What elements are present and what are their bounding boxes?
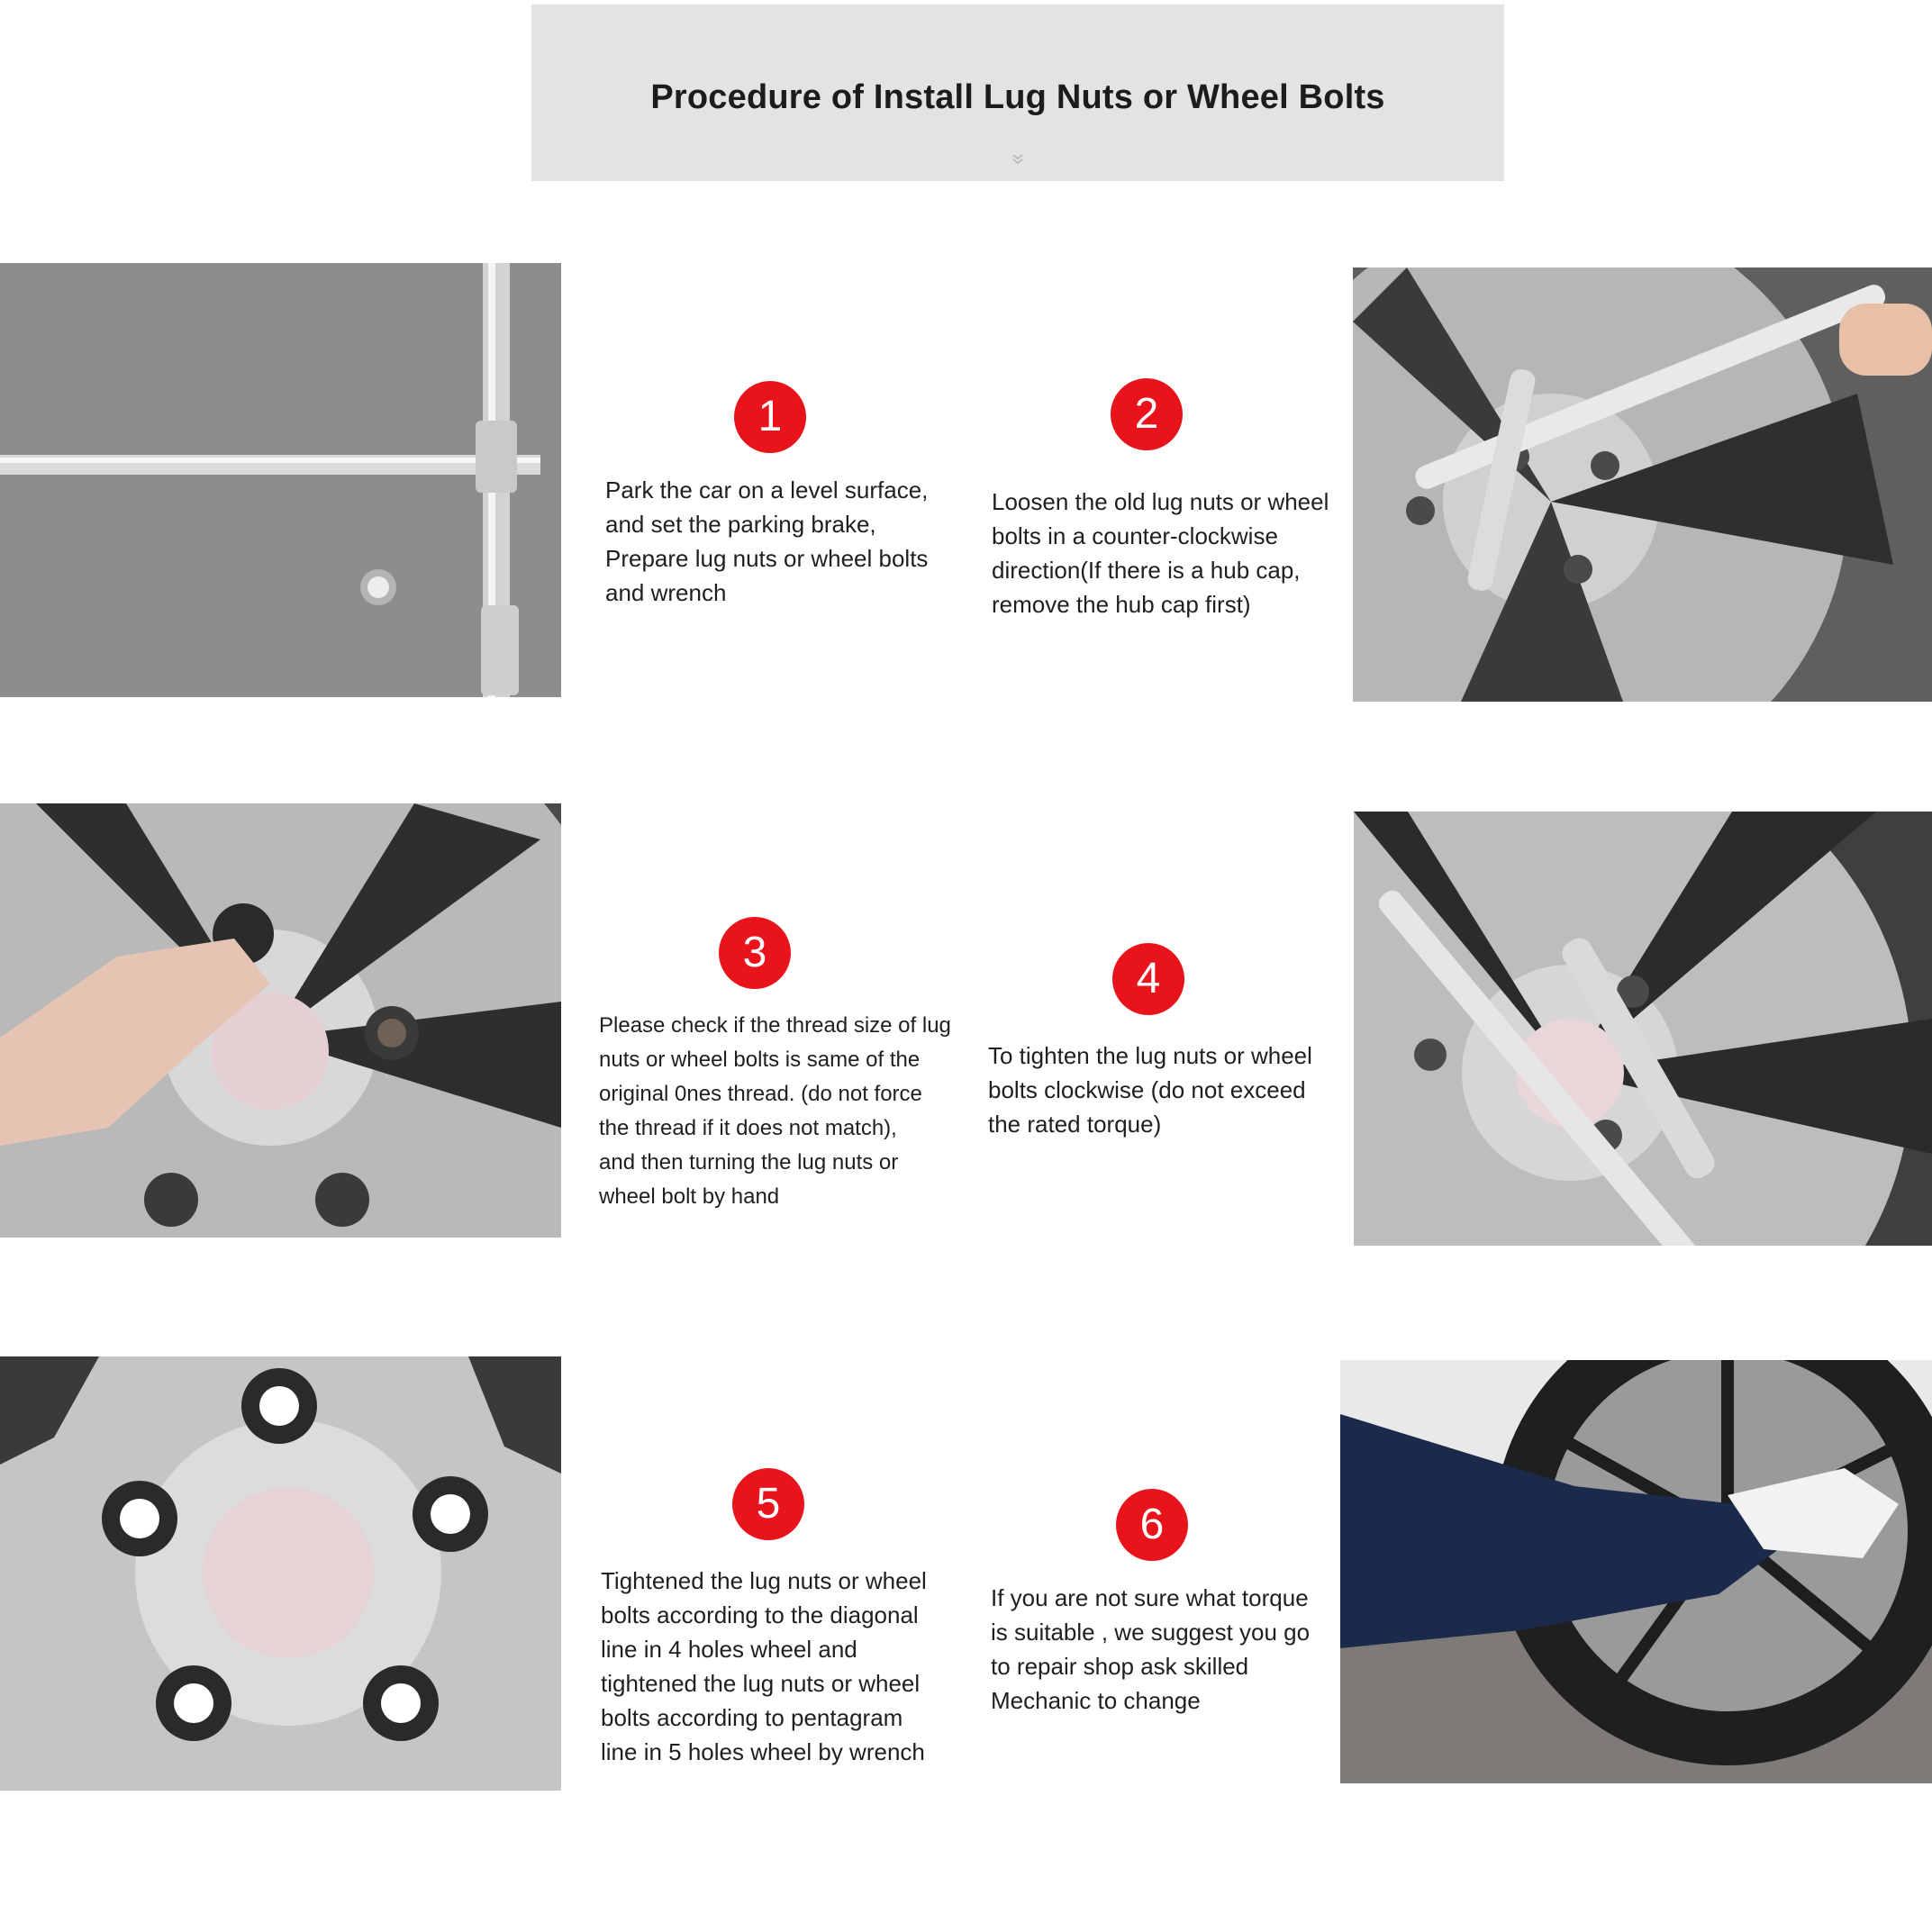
step-6-photo bbox=[1340, 1360, 1932, 1783]
step-5-photo bbox=[0, 1356, 561, 1791]
step-3-text: Please check if the thread size of lug nuts or wheel bolts is same of the original 0nes thread. (do not force the thread if it does not match), and then turning the lug nuts or wheel bolt by hand bbox=[599, 1013, 951, 1209]
step-3-photo bbox=[0, 803, 561, 1238]
step-4-photo bbox=[1354, 812, 1932, 1246]
step-4-text: To tighten the lug nuts or wheel bolts clockwise (do not exceed the rated torque) bbox=[988, 1042, 1312, 1138]
step-4-badge: 4 bbox=[1112, 943, 1184, 1015]
step-6-text: If you are not sure what torque is suitable , we suggest you go to repair shop ask skilled Mechanic to change bbox=[991, 1584, 1311, 1714]
step-3-badge: 3 bbox=[719, 917, 791, 989]
step-2-photo bbox=[1353, 268, 1932, 702]
chevron-down-icon bbox=[1011, 151, 1025, 166]
step-5-text: Tightened the lug nuts or wheel bolts according to the diagonal line in 4 holes wheel and tightened the lug nuts or wheel bolts according to pentagram line in 5 holes wheel by wrench bbox=[601, 1567, 927, 1765]
step-1-badge: 1 bbox=[734, 381, 806, 453]
page-title: Procedure of Install Lug Nuts or Wheel Bolts bbox=[650, 78, 1385, 116]
step-2-badge: 2 bbox=[1111, 378, 1183, 450]
step-2-text: Loosen the old lug nuts or wheel bolts in a counter-clockwise direction(If there is a hub cap, remove the hub cap first) bbox=[992, 488, 1329, 618]
step-1-text: Park the car on a level surface, and set the parking brake, Prepare lug nuts or wheel bolts and wrench bbox=[605, 476, 929, 606]
step-5-badge: 5 bbox=[732, 1468, 804, 1540]
step-6-badge: 6 bbox=[1116, 1489, 1188, 1561]
step-1-photo bbox=[0, 263, 561, 697]
